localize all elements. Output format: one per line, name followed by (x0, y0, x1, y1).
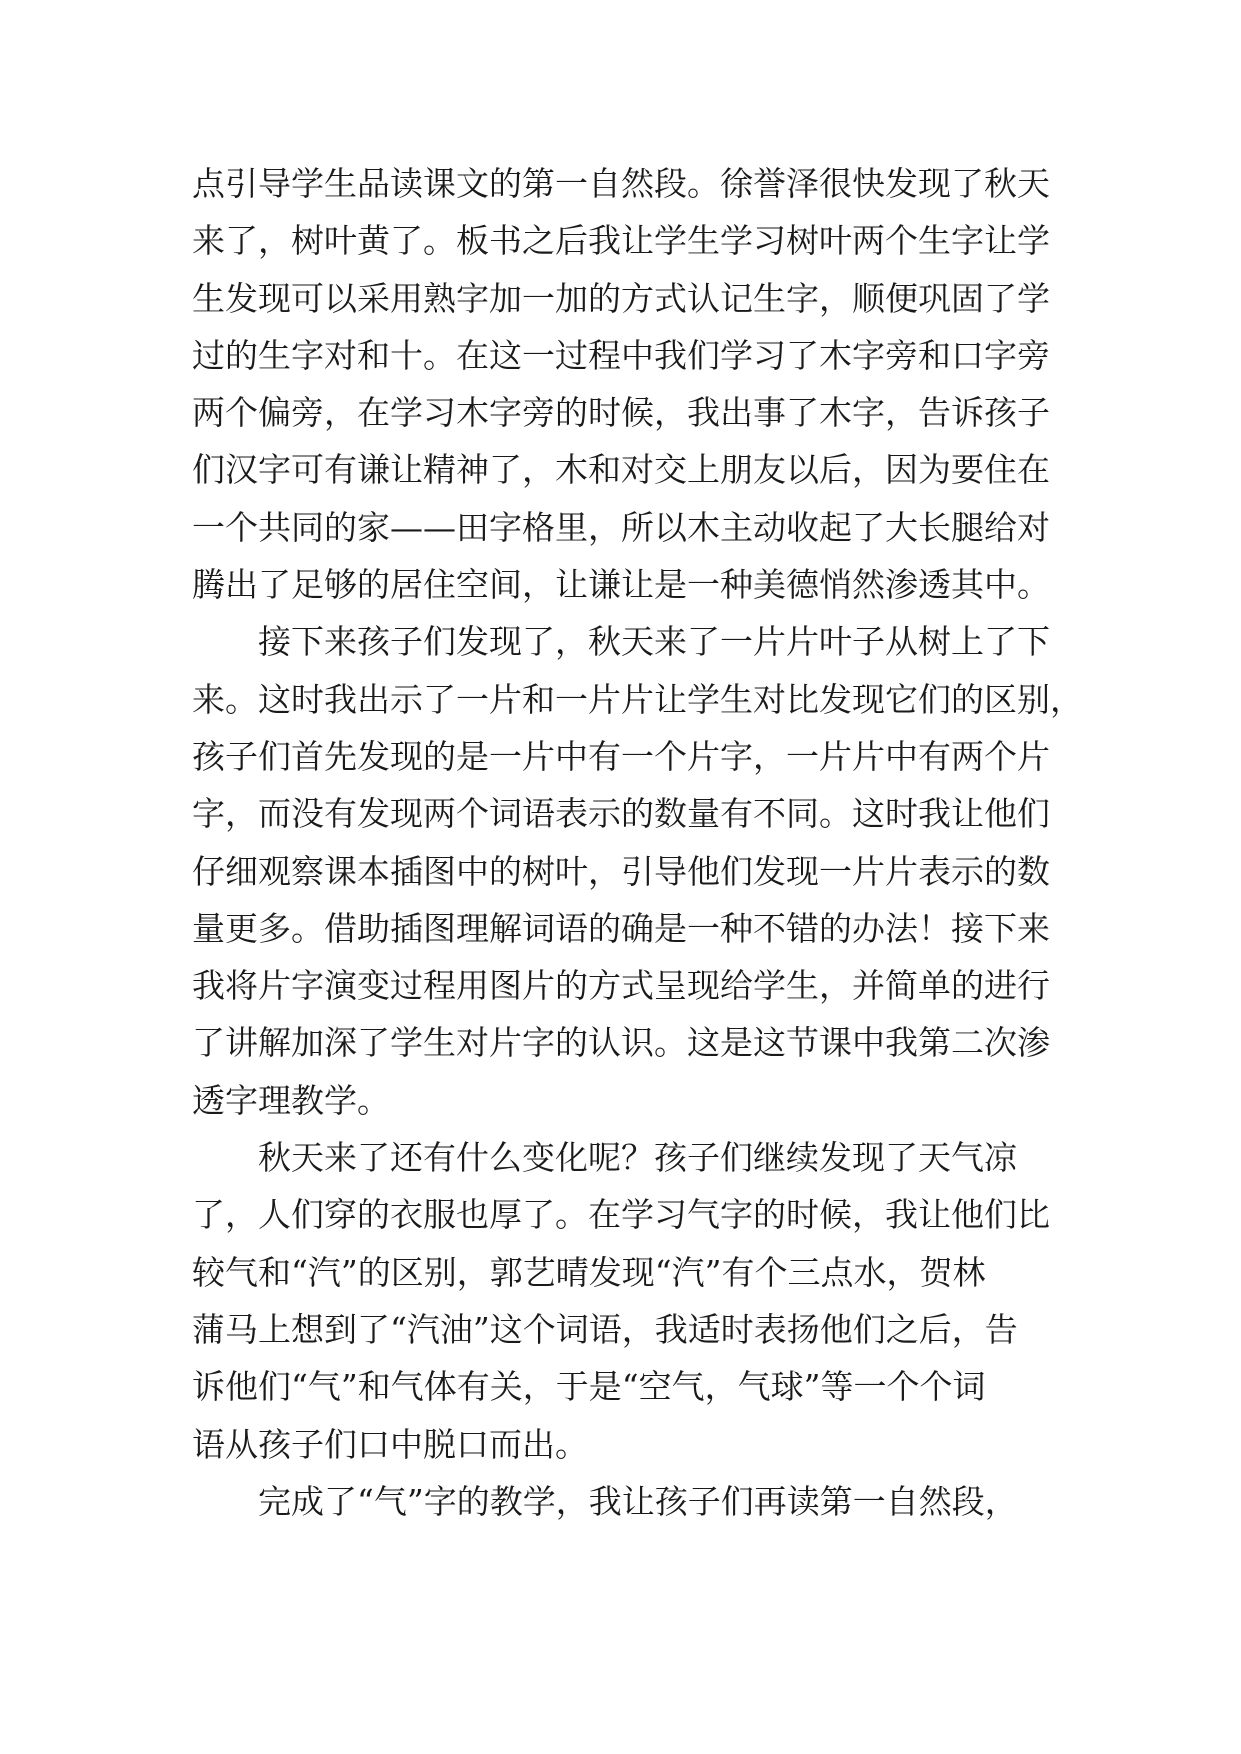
text-line: 我将片字演变过程用图片的方式呈现给学生，并简单的进行 (192, 966, 1050, 1006)
text-line: 较气和“汽”的区别，郭艺晴发现“汽”有个三点水，贺林 (192, 1252, 986, 1292)
paragraph (192, 155, 1072, 613)
paragraph (192, 1129, 1072, 1473)
text-line: 来了，树叶黄了。板书之后我让学生学习树叶两个生字让学 (192, 221, 1050, 261)
text-line: 完成了“气”字的教学，我让孩子们再读第一自然段， (258, 1481, 1018, 1521)
text-line: 秋天来了还有什么变化呢？孩子们继续发现了天气凉 (258, 1138, 1017, 1178)
text-line: 诉他们“气”和气体有关，于是“空气，气球”等一个个词 (192, 1367, 986, 1407)
document-body (192, 155, 1083, 1530)
paragraph (192, 1473, 1072, 1530)
paragraph (192, 613, 1083, 1129)
text-line: 了，人们穿的衣服也厚了。在学习气字的时候，我让他们比 (192, 1195, 1050, 1235)
text-line: 接下来孩子们发现了，秋天来了一片片叶子从树上了下 (258, 622, 1050, 662)
text-line: 仔细观察课本插图中的树叶，引导他们发现一片片表示的数 (192, 851, 1050, 891)
text-line: 孩子们首先发现的是一片中有一个片字，一片片中有两个片 (192, 736, 1050, 776)
text-line: 蒲马上想到了“汽油”这个词语，我适时表扬他们之后，告 (192, 1309, 1018, 1349)
text-line: 透字理教学。 (192, 1080, 390, 1120)
text-line: 腾出了足够的居住空间，让谦让是一种美德悄然渗透其中。 (192, 565, 1050, 605)
text-line: 们汉字可有谦让精神了，木和对交上朋友以后，因为要住在 (192, 450, 1050, 490)
text-line: 两个偏旁，在学习木字旁的时候，我出事了木字，告诉孩子 (192, 393, 1050, 433)
text-line: 点引导学生品读课文的第一自然段。徐誉泽很快发现了秋天 (192, 164, 1050, 203)
text-line: 语从孩子们口中脱口而出。 (192, 1424, 588, 1464)
text-line: 一个共同的家——田字格里，所以木主动收起了大长腿给对 (192, 507, 1050, 547)
text-line: 量更多。借助插图理解词语的确是一种不错的办法！接下来 (192, 908, 1050, 948)
text-line: 字，而没有发现两个词语表示的数量有不同。这时我让他们 (192, 794, 1050, 834)
text-line: 来。这时我出示了一片和一片片让学生对比发现它们的区别， (192, 679, 1083, 719)
text-line: 生发现可以采用熟字加一加的方式认记生字，顺便巩固了学 (192, 278, 1050, 318)
text-line: 过的生字对和十。在这一过程中我们学习了木字旁和口字旁 (192, 335, 1050, 375)
text-line: 了讲解加深了学生对片字的认识。这是这节课中我第二次渗 (192, 1023, 1050, 1063)
